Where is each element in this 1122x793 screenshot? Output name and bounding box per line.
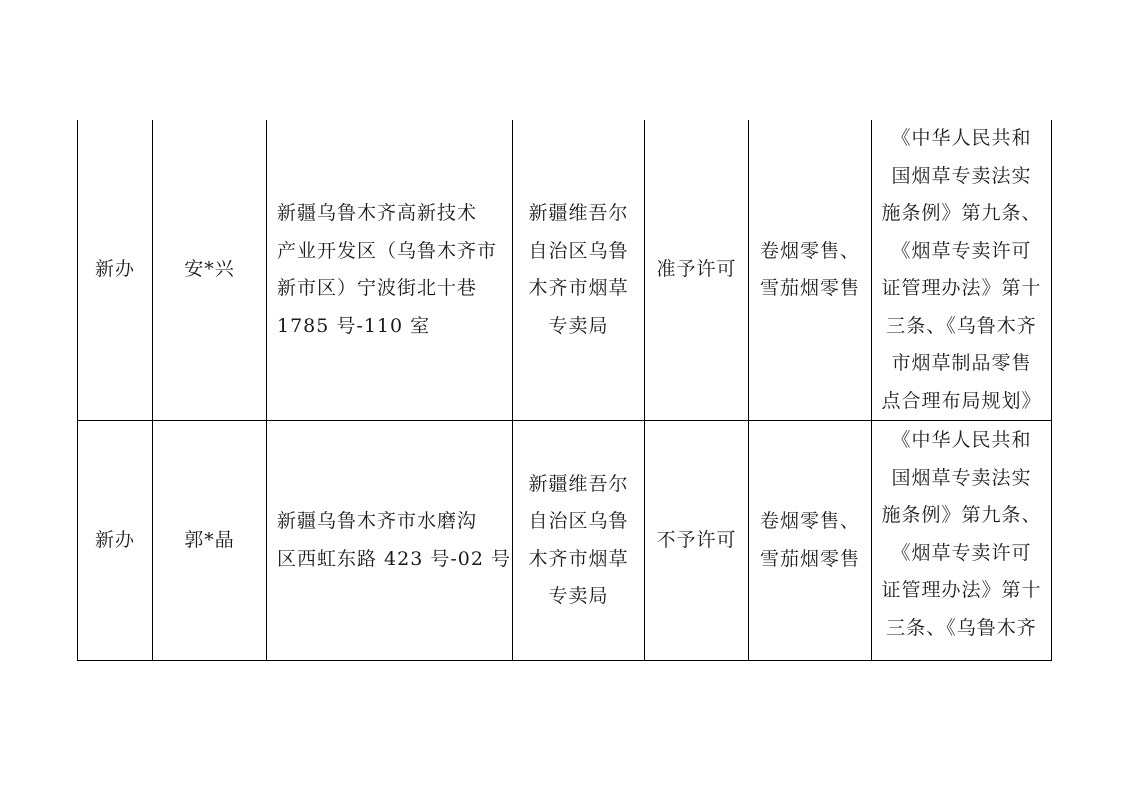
decision-cell: 准予许可 xyxy=(645,120,749,421)
scope-line: 雪茄烟零售 xyxy=(759,547,860,570)
authority-line: 自治区乌鲁 xyxy=(528,239,629,262)
authority-line: 自治区乌鲁 xyxy=(528,510,629,532)
basis-line: 国烟草专卖法实 xyxy=(891,164,1032,187)
license-table xyxy=(77,120,1052,661)
basis-line: 国烟草专卖法实 xyxy=(891,466,1032,489)
authority-line: 专卖局 xyxy=(548,314,609,337)
basis-line: 《中华人民共和 xyxy=(891,127,1032,149)
applicant-name-cell: 安*兴 xyxy=(153,120,267,421)
authority-cell xyxy=(513,120,645,421)
authority-line: 新疆维吾尔 xyxy=(528,202,629,224)
business-scope-cell xyxy=(749,120,872,421)
address-line: 产业开发区（乌鲁木齐市 xyxy=(277,239,498,262)
authority-line: 专卖局 xyxy=(548,585,609,607)
basis-line: 施条例》第九条、 xyxy=(881,504,1042,526)
address-line: 1785 号-110 室 xyxy=(277,314,431,337)
authority-line: 木齐市烟草 xyxy=(528,547,629,570)
scope-line: 卷烟零售、 xyxy=(759,239,860,262)
basis-line: 证管理办法》第十 xyxy=(881,579,1042,601)
address-line: 新市区）宁波街北十巷 xyxy=(277,277,478,299)
legal-basis-cell xyxy=(872,120,1052,421)
applicant-name-cell: 郭*晶 xyxy=(153,421,267,661)
address-line: 区西虹东路 423 号-02 号 xyxy=(277,547,511,570)
authority-line: 木齐市烟草 xyxy=(528,277,629,299)
basis-line: 点合理布局规划》 xyxy=(881,389,1042,412)
scope-line: 卷烟零售、 xyxy=(759,510,860,532)
basis-line: 《中华人民共和 xyxy=(891,429,1032,451)
application-type-cell: 新办 xyxy=(78,120,153,421)
decision-cell: 不予许可 xyxy=(645,421,749,661)
table-row xyxy=(78,421,1052,661)
address-cell xyxy=(267,421,513,661)
address-cell xyxy=(267,120,513,421)
authority-cell xyxy=(513,421,645,661)
basis-line: 三条、《乌鲁木齐 xyxy=(886,314,1037,337)
basis-line: 施条例》第九条、 xyxy=(881,202,1042,224)
address-line: 新疆乌鲁木齐市水磨沟 xyxy=(277,510,478,532)
basis-line: 《烟草专卖许可 xyxy=(891,239,1032,262)
legal-basis-cell xyxy=(872,421,1052,661)
basis-line: 市烟草制品零售 xyxy=(891,352,1032,374)
business-scope-cell xyxy=(749,421,872,661)
basis-line: 《烟草专卖许可 xyxy=(891,541,1032,564)
application-type-cell: 新办 xyxy=(78,421,153,661)
basis-line: 证管理办法》第十 xyxy=(881,277,1042,299)
address-line: 新疆乌鲁木齐高新技术 xyxy=(277,202,478,224)
basis-line: 三条、《乌鲁木齐 xyxy=(886,616,1037,639)
scope-line: 雪茄烟零售 xyxy=(759,277,860,299)
table-row xyxy=(78,120,1052,421)
authority-line: 新疆维吾尔 xyxy=(528,472,629,495)
